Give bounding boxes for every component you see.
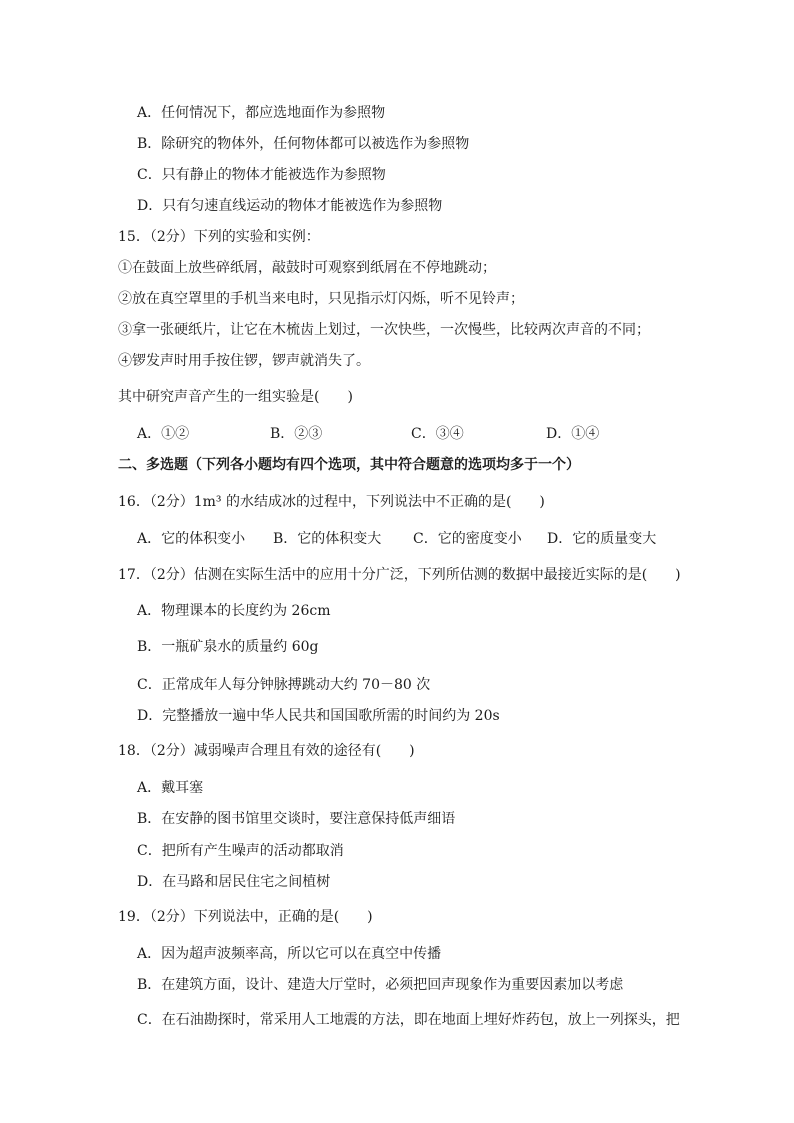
q17-option-b: B．一瓶矿泉水的质量约 60g: [137, 639, 319, 655]
q15-option-a: A．①②: [137, 426, 190, 442]
q17-stem: 17．（2分）估测在实际生活中的应用十分广泛，下列所估测的数据中最接近实际的是( ): [118, 567, 681, 583]
q18-option-c: C．把所有产生噪声的活动都取消: [137, 843, 344, 859]
q18-stem: 18．（2分）减弱噪声合理且有效的途径有( ): [118, 743, 415, 759]
q14-option-b: B．除研究的物体外，任何物体都可以被选作为参照物: [137, 136, 470, 152]
q14-option-a: A．任何情况下，都应选地面作为参照物: [137, 105, 386, 121]
q15-question: 其中研究声音产生的一组实验是( ): [118, 389, 353, 405]
q16-stem: 16．（2分）1m³ 的水结成冰的过程中，下列说法中不正确的是( ): [118, 494, 545, 510]
q16-options: [137, 529, 677, 549]
q19-option-c: C．在石油勘探时，常采用人工地震的方法，即在地面上埋好炸药包，放上一列探头，把: [137, 1012, 680, 1028]
q18-option-b: B．在安静的图书馆里交谈时，要注意保持低声细语: [137, 811, 456, 827]
q14-option-d: D．只有匀速直线运动的物体才能被选作为参照物: [137, 198, 443, 214]
q15-item-4: ④锣发声时用手按住锣，锣声就消失了。: [118, 353, 370, 369]
q16-option-b: B．它的体积变大: [273, 531, 382, 547]
q15-item-2: ②放在真空罩里的手机当来电时，只见指示灯闪烁，听不见铃声；: [118, 291, 524, 307]
q19-option-a: A．因为超声波频率高，所以它可以在真空中传播: [137, 946, 442, 962]
q18-option-d: D．在马路和居民住宅之间植树: [137, 874, 331, 890]
q17-option-c: C．正常成年人每分钟脉搏跳动大约 70－80 次: [137, 677, 431, 693]
q15-option-d: D．①④: [546, 426, 600, 442]
q15-option-c: C．③④: [411, 426, 464, 442]
q19-stem: 19．（2分）下列说法中，正确的是( ): [118, 909, 373, 925]
q14-option-c: C．只有静止的物体才能被选作为参照物: [137, 167, 386, 183]
q15-item-3: ③拿一张硬纸片，让它在木梳齿上划过，一次快些，一次慢些，比较两次声音的不同；: [118, 322, 650, 338]
q16-option-c: C．它的密度变小: [413, 531, 522, 547]
q15-options: [137, 424, 677, 444]
q17-option-a: A．物理课本的长度约为 26cm: [137, 603, 331, 619]
q15-option-b: B．②③: [270, 426, 323, 442]
q17-option-d: D．完整播放一遍中华人民共和国国歌所需的时间约为 20s: [137, 708, 500, 724]
q15-item-1: ①在鼓面上放些碎纸屑，敲鼓时可观察到纸屑在不停地跳动；: [118, 260, 496, 276]
q15-stem: 15．（2分）下列的实验和实例：: [118, 229, 320, 245]
q16-option-d: D．它的质量变大: [547, 531, 657, 547]
section-2-title: 二、多选题（下列各小题均有四个选项，其中符合题意的选项均多于一个）: [118, 457, 580, 473]
q16-option-a: A．它的体积变小: [137, 531, 246, 547]
q19-option-b: B．在建筑方面，设计、建造大厅堂时，必须把回声现象作为重要因素加以考虑: [137, 977, 624, 993]
q18-option-a: A．戴耳塞: [137, 780, 204, 796]
